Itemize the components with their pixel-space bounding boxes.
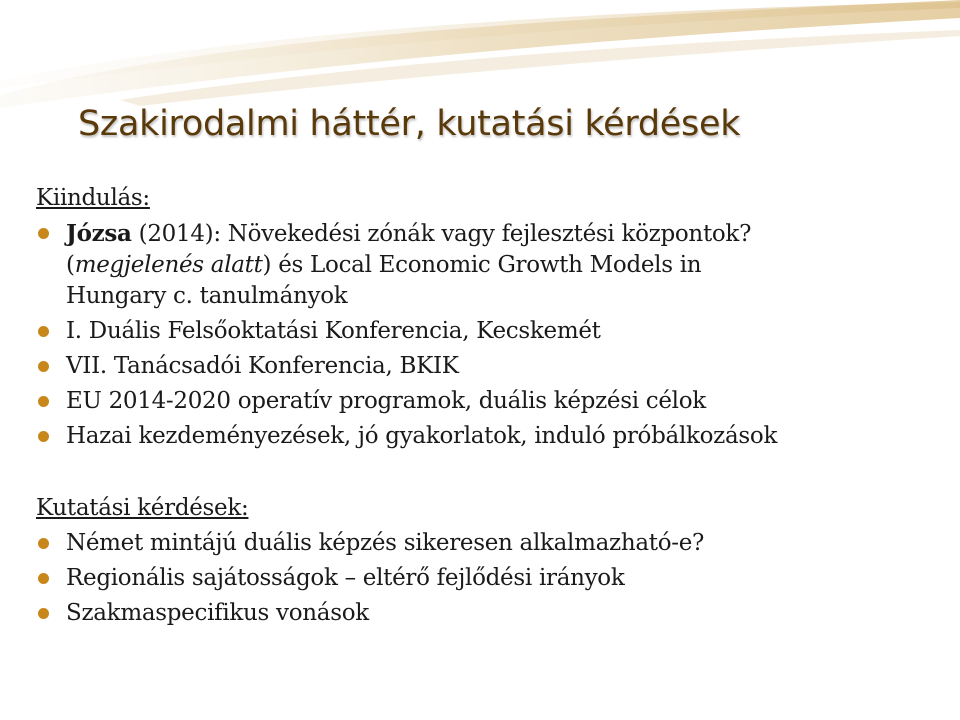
list-item: [36, 596, 946, 631]
starting-point-list: [36, 216, 946, 454]
list-item: [36, 384, 946, 419]
list-item-text: Német mintájú duális képzés sikeresen alkalmazható-e?: [66, 530, 705, 556]
list-item-text: Hazai kezdeményezések, jó gyakorlatok, induló próbálkozások: [66, 423, 778, 449]
bullet-icon: [38, 326, 49, 337]
bullet-icon: [38, 396, 49, 407]
slide-title: Szakirodalmi háttér, kutatási kérdések: [78, 104, 741, 144]
bullet-icon: [38, 573, 49, 584]
list-item-text: EU 2014-2020 operatív programok, duális képzési célok: [66, 388, 706, 414]
section-heading-research-questions: Kutatási kérdések:: [36, 495, 249, 521]
research-questions-list: [36, 526, 946, 631]
publication-status: megjelenés alatt: [74, 252, 263, 278]
list-item-text: Szakmaspecifikus vonások: [66, 600, 369, 626]
list-item: [36, 526, 946, 561]
bullet-icon: [38, 361, 49, 372]
bullet-icon: [38, 538, 49, 549]
author-name: Józsa: [66, 220, 132, 247]
bullet-icon: [38, 431, 49, 442]
list-item: [36, 216, 946, 314]
list-item: [36, 314, 946, 349]
citation-title: (2014): Növekedési zónák vagy fejlesztési központok?: [131, 221, 752, 247]
bullet-icon: [38, 228, 49, 239]
paren-open: (: [66, 252, 75, 278]
slide-body: [36, 180, 946, 631]
list-item-text: Regionális sajátosságok – eltérő fejlődési irányok: [66, 565, 625, 591]
section-heading-starting-point: Kiindulás:: [36, 185, 150, 211]
citation-end: Hungary c. tanulmányok: [66, 283, 348, 309]
list-item: [36, 419, 946, 454]
list-item-text: I. Duális Felsőoktatási Konferencia, Kecskemét: [66, 318, 601, 344]
list-item: [36, 561, 946, 596]
citation-continued: ) és Local Economic Growth Models in: [262, 252, 702, 278]
bullet-icon: [38, 608, 49, 619]
list-item: [36, 349, 946, 384]
list-item-text: VII. Tanácsadói Konferencia, BKIK: [66, 353, 459, 379]
